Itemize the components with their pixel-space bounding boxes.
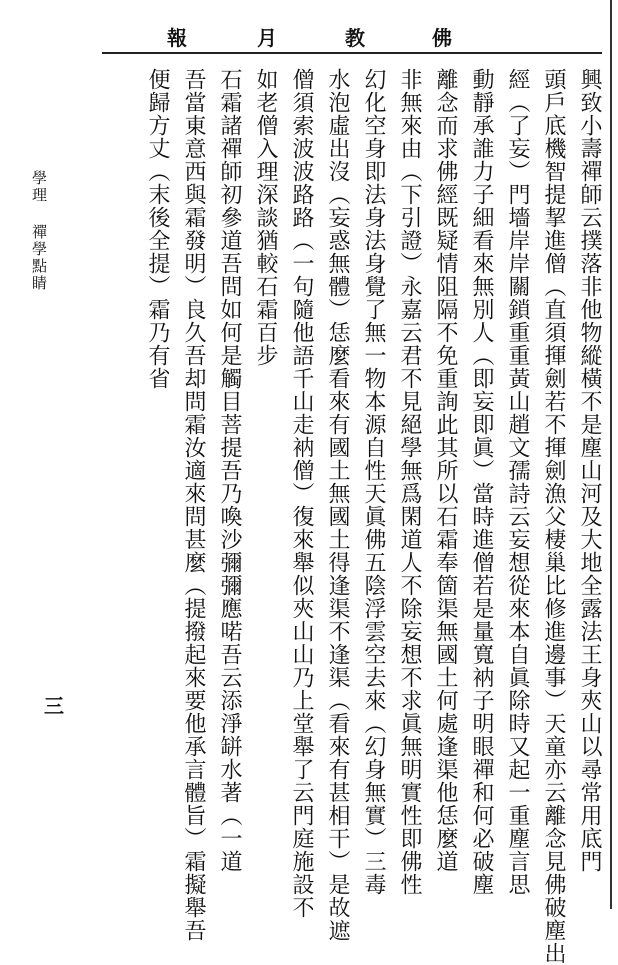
text-column-8: 水泡虛出沒（妄惑無體）恁麼看來有國土無國土得逢渠不逢渠（看來有甚相干）是故遮 <box>325 68 350 942</box>
text-column-11: 石霜諸禪師初參道吾問如何是觸目菩提吾乃喚沙彌彌應喏吾云添淨缾水著（一道 <box>217 68 242 873</box>
header-char-yue: 月 <box>257 26 277 50</box>
text-column-9: 僧須索波波路路（一句隨他語千山走衲僧）復來舉似夾山山乃上堂舉了云門庭施設不 <box>289 68 314 919</box>
text-column-12: 吾當東意西與霜發明）良久吾却問霜汝適來問甚麼（提撥起來要他承言體旨）霜擬舉吾 <box>181 68 206 942</box>
text-column-4: 動靜承誰力子細看來無別人（即妄即眞）當時進僧若是量寬衲子明眼禪和何必破塵 <box>469 68 494 896</box>
text-column-2: 頭戶底機智提挈進僧（直須揮劍若不揮劍漁父棲巢比修進邊事）天童亦云離念見佛破塵出 <box>541 68 566 965</box>
text-column-10: 如老僧入理深談猶較石霜百步 <box>253 68 278 367</box>
header-char-jiao: 教 <box>345 26 365 50</box>
page-edge-rule <box>610 0 612 909</box>
text-column-3: 經（了妄）門墻岸岸關鎖重重黃山趙文孺詩云妄想從來本自眞除時又起一重塵言思 <box>505 68 530 896</box>
text-column-5: 離念而求佛經既疑情阻隔不免重詢此其所以石霜奉箇渠無國土何處逢渠他恁麼道 <box>433 68 458 873</box>
header-rule <box>102 52 602 54</box>
text-column-1: 興致小壽禪師云撲落非他物縱橫不是塵山河及大地全露法王身夾山以尋常用底門 <box>577 68 602 873</box>
text-body <box>58 68 606 965</box>
page-number: 三 <box>44 694 64 718</box>
side-section-label: 學理 禪學點睛 <box>30 170 48 292</box>
text-column-6: 非無來由（下引證）永嘉云君不見絕學無爲閑道人不除妄想不求眞無明實性即佛性 <box>397 68 422 896</box>
header-char-bao: 報 <box>167 26 187 50</box>
text-column-13: 便歸方丈（末後全提）霜乃有省 <box>145 68 170 390</box>
header-char-fo: 佛 <box>432 26 452 50</box>
text-column-7: 幻化空身即法身法身覺了無一物本源自性天眞佛五陰浮雲空去來（幻身無實）三毒 <box>361 68 386 896</box>
